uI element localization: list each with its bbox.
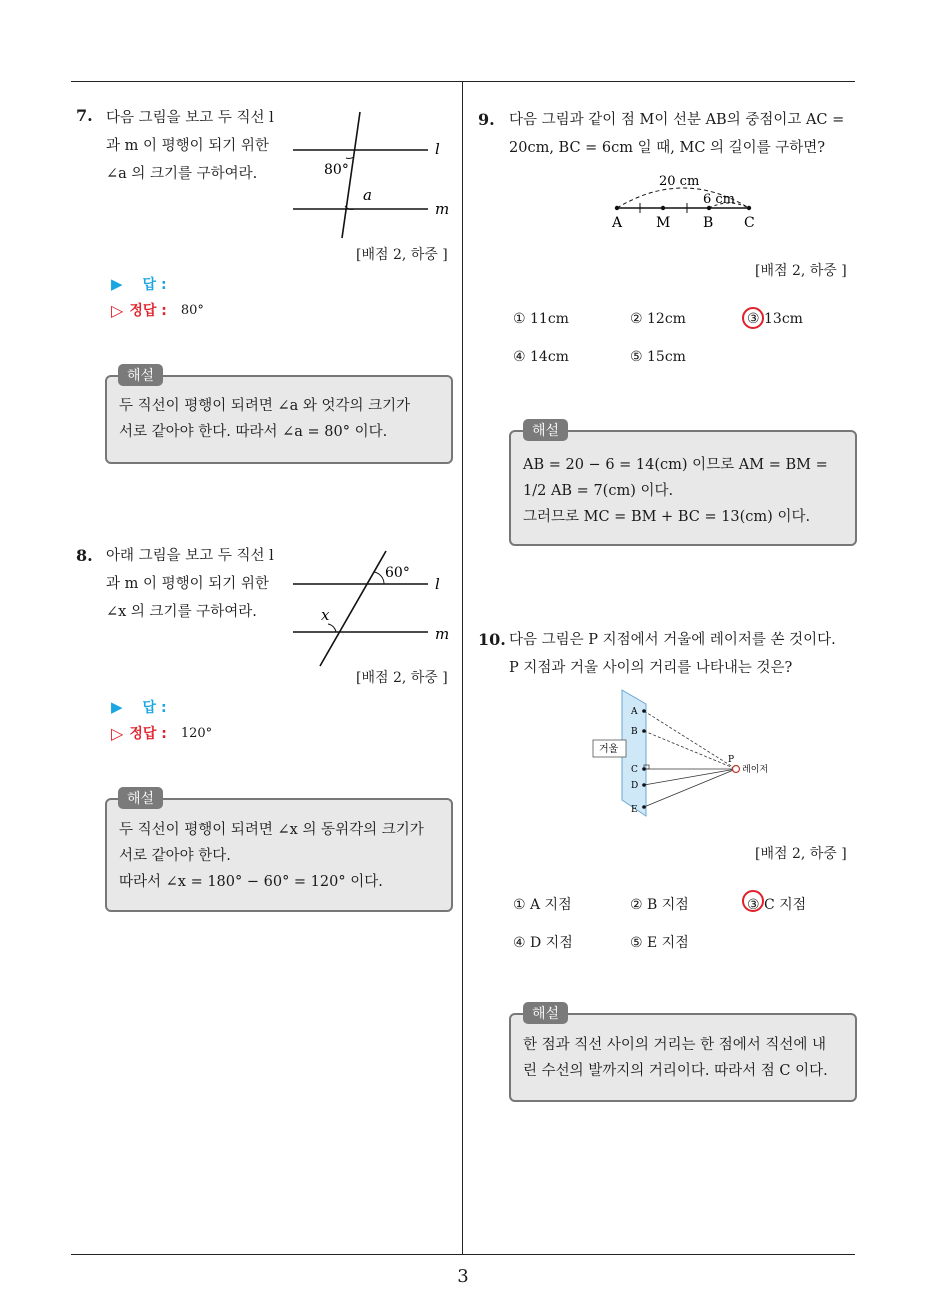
q8-var-label: x (321, 606, 330, 624)
q10-figure (590, 688, 790, 818)
q10-point-a (642, 709, 646, 713)
q7-line-l-label: l (435, 140, 440, 158)
q8-correct-value: 120° (180, 725, 213, 741)
q10-label-p: P (728, 755, 735, 765)
q7-text-line: ∠a 의 크기를 구하여라. (106, 166, 258, 182)
q9-choice-5[interactable]: ⑤ 15cm (630, 349, 686, 365)
q7-correct-value: 80° (180, 302, 204, 318)
q10-ray-d (644, 769, 736, 785)
q9-point-c (747, 206, 751, 210)
q8-angle-arc (374, 572, 384, 584)
q8-angle-arc-x (328, 624, 336, 632)
q10-choice-2[interactable]: ② B 지점 (630, 897, 689, 913)
q9-label-c: C (744, 215, 755, 231)
q10-point-c (642, 767, 646, 771)
q9-question (509, 106, 859, 162)
q10-choice-5[interactable]: ⑤ E 지점 (630, 935, 689, 951)
q7-answer-label: 답 : (142, 277, 167, 293)
q7-correct-label: 정답 : (129, 303, 167, 319)
q9-choice-3[interactable]: ③ 13cm (747, 311, 803, 327)
triangle-outline-icon: ▷ (111, 300, 124, 320)
play-icon: ▶ (111, 275, 123, 293)
q10-label-d: D (631, 781, 639, 791)
q10-label-e: E (631, 805, 638, 815)
q7-explanation-box (105, 375, 453, 464)
q9-text-line: 20cm, BC = 6cm 일 때, MC 의 길이를 구하면? (509, 140, 826, 156)
q8-text-line: ∠x 의 크기를 구하여라. (106, 604, 257, 620)
q9-point-a (615, 206, 619, 210)
q8-question (106, 542, 286, 626)
q10-explain-line: 한 점과 직선 사이의 거리는 한 점에서 직선에 내 (523, 1037, 827, 1053)
q10-text-line: 다음 그림은 P 지점에서 거울에 레이저를 쏜 것이다. (509, 632, 836, 648)
q7-explanation-tag: 해설 (118, 364, 163, 386)
q9-explanation-box (509, 430, 857, 546)
q8-line-m-label: m (435, 625, 450, 643)
q9-explain-line: 1/2 AB = 7(cm) 이다. (523, 483, 674, 499)
q10-choice-4[interactable]: ④ D 지점 (513, 935, 573, 951)
q7-explain-line: 두 직선이 평행이 되려면 ∠a 와 엇각의 크기가 (119, 398, 411, 414)
q9-label-a: A (612, 215, 623, 231)
q10-explain-line: 린 수선의 발까지의 거리이다. 따라서 점 C 이다. (523, 1063, 828, 1079)
q8-line-l-label: l (435, 575, 440, 593)
q8-transversal (320, 551, 386, 666)
q8-explanation-tag: 해설 (118, 787, 163, 809)
q9-number: 9. (478, 110, 495, 129)
q9-correct-circle-icon (742, 307, 764, 329)
page-number: 3 (457, 1266, 469, 1287)
q8-correct-row (111, 723, 212, 743)
q10-text-line: P 지점과 거울 사이의 거리를 나타내는 것은? (509, 660, 793, 676)
q8-answer-row (111, 697, 167, 717)
q10-number: 10. (478, 630, 506, 649)
q7-var-label: a (363, 186, 372, 204)
play-icon: ▶ (111, 698, 123, 716)
q10-point-b (642, 729, 646, 733)
q7-meta: [배점 2, 하중 ] (356, 247, 448, 263)
q10-ray-a (644, 711, 736, 769)
q10-laser-label: 레이저 (742, 765, 769, 775)
q8-answer-label: 답 : (142, 700, 167, 716)
q8-explain-line: 서로 같아야 한다. (119, 848, 231, 864)
q10-correct-circle-icon (742, 890, 764, 912)
q7-answer-row (111, 274, 167, 294)
q9-label-b: B (703, 215, 714, 231)
q7-text-line: 다음 그림을 보고 두 직선 l (106, 110, 274, 126)
q8-angle-label: 60° (385, 565, 410, 581)
q7-correct-row (111, 300, 204, 320)
q7-question (106, 104, 286, 188)
q7-explain-line: 서로 같아야 한다. 따라서 ∠a = 80° 이다. (119, 424, 388, 440)
q9-top-label: 20 cm (659, 174, 700, 189)
q8-text-line: 과 m 이 평행이 되기 위한 (106, 576, 269, 592)
q10-meta: [배점 2, 하중 ] (755, 846, 847, 862)
q9-choice-1[interactable]: ① 11cm (513, 311, 569, 327)
q10-ray-b (644, 731, 736, 769)
footer-rule (71, 1254, 855, 1255)
q8-meta: [배점 2, 하중 ] (356, 670, 448, 686)
q10-point-d (642, 783, 646, 787)
q9-mid-label: 6 cm (703, 192, 736, 207)
q9-meta: [배점 2, 하중 ] (755, 263, 847, 279)
column-divider (462, 81, 463, 1255)
q10-label-b: B (631, 727, 638, 737)
q10-mirror-label: 거울 (599, 744, 619, 755)
q10-question (509, 626, 859, 682)
q8-correct-label: 정답 : (129, 726, 167, 742)
q9-text-line: 다음 그림과 같이 점 M이 선분 AB의 중점이고 AC = (509, 112, 845, 128)
q7-number: 7. (76, 106, 93, 125)
q9-explain-line: 그러므로 MC = BM + BC = 13(cm) 이다. (523, 509, 811, 525)
q8-explanation-box (105, 798, 453, 912)
q9-label-m: M (656, 215, 671, 231)
q9-figure (605, 170, 765, 232)
q8-explain-line: 따라서 ∠x = 180° − 60° = 120° 이다. (119, 874, 383, 890)
q9-explanation-tag: 해설 (523, 419, 568, 441)
q9-choice-2[interactable]: ② 12cm (630, 311, 686, 327)
header-rule (71, 81, 855, 82)
q10-laser-icon (733, 766, 740, 773)
q10-label-a: A (631, 707, 638, 717)
q10-point-e (642, 805, 646, 809)
q7-figure (288, 108, 458, 243)
q7-line-m-label: m (435, 200, 450, 218)
q8-figure (288, 548, 458, 670)
q10-explanation-box (509, 1013, 857, 1102)
q10-ray-e (644, 769, 736, 807)
q9-choice-4[interactable]: ④ 14cm (513, 349, 569, 365)
triangle-outline-icon: ▷ (111, 723, 124, 743)
q9-explain-line: AB = 20 − 6 = 14(cm) 이므로 AM = BM = (523, 457, 828, 473)
q8-number: 8. (76, 546, 93, 565)
q10-label-c: C (631, 765, 638, 775)
q8-explain-line: 두 직선이 평행이 되려면 ∠x 의 동위각의 크기가 (119, 822, 424, 838)
q7-angle-label: 80° (324, 162, 349, 178)
q7-text-line: 과 m 이 평행이 되기 위한 (106, 138, 269, 154)
q10-choice-3[interactable]: ③ C 지점 (747, 897, 807, 913)
q9-point-m (661, 206, 665, 210)
q10-explanation-tag: 해설 (523, 1002, 568, 1024)
q10-choice-1[interactable]: ① A 지점 (513, 897, 572, 913)
q8-text-line: 아래 그림을 보고 두 직선 l (106, 548, 274, 564)
